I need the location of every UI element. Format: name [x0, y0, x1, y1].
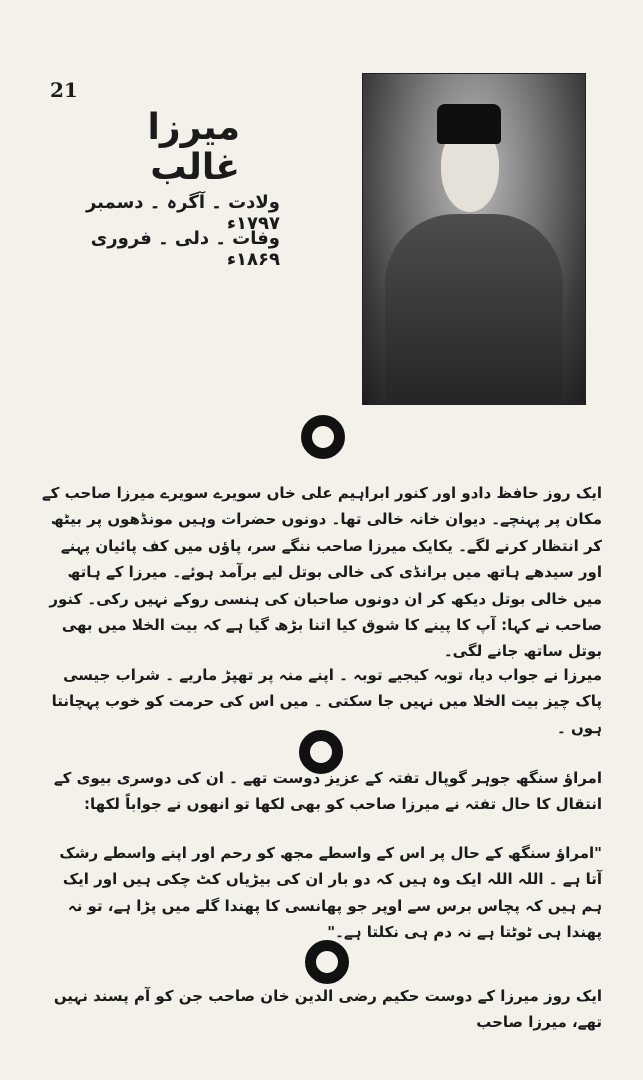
portrait-cap	[437, 104, 501, 144]
quote-paragraph: "امراؤ سنگھ کے حال پر اس کے واسطے مجھ کو رحم اور اپنے واسطے رشک آتا ہے ۔ اللہ اللہ ایک وہ ہیں کہ دو بار ان کی بیڑیاں کٹ چکی ہیں اور ایک ہم ہیں کہ پچاس برس سے اوپر جو پھانسی کا پھندا گلے میں پڑا ہے، تو نہ پھندا ہی ٹوٹتا ہے نہ دم ہی نکلتا ہے۔"	[59, 844, 602, 942]
paragraph-5: ایک روز میرزا کے دوست حکیم رضی الدین خان صاحب جن کو آم پسند نہیں تھے، میرزا صاحب	[53, 987, 602, 1032]
death-info: وفات ۔ دلی ۔ فروری ۱۸۶۹ء	[90, 228, 280, 270]
birth-info: ولادت ۔ آگرہ ۔ دسمبر ۱۷۹۷ء	[85, 192, 280, 234]
paragraph-3: امراؤ سنگھ جوہر گوپال تفتہ کے عزیز دوست تھے ۔ ان کی دوسری بیوی کے انتقال کا حال تفتہ نے میرزا صاحب کو بھی لکھا تو انھوں نے جواباً لکھا:	[53, 769, 602, 814]
paragraph-2: میرزا نے جواب دیا، توبہ کیجیے توبہ ۔ اپنے منہ پر تھپڑ ماریے ۔ شراب جیسی پاک چیز بیت الخلا میں نہیں جا سکتی ۔ میں اس کی حرمت کو خوب پہچانتا ہوں ۔	[51, 666, 602, 737]
ring-separator-icon	[301, 415, 345, 459]
paragraph-1: ایک روز حافظ دادو اور کنور ابراہیم علی خاں سویرے سویرے میرزا صاحب کے مکان پر پہنچے۔ دیوان خانہ خالی تھا۔ دونوں حضرات وہیں مونڈھوں پر بیٹھ کر انتظار کرنے لگے۔ یکایک میرزا صاحب ننگے سر، پاؤں میں کف پائیان پہنے اور سیدھے ہاتھ میں برانڈی کی خالی بوتل لیے برآمد ہوئے۔ میرزا کے ہاتھ میں خالی بوتل دیکھ کر ان دونوں صاحبان کی ہنسی روکے نہیں رکی۔ کنور صاحب نے کہا: آپ کا پینے کا شوق کیا اتنا بڑھ گیا ہے کہ بیت الخلا میں بھی بوتل ساتھ جانے لگی۔	[41, 484, 602, 661]
ring-separator-icon	[305, 940, 349, 984]
portrait-robe	[385, 214, 563, 404]
portrait-image	[362, 73, 586, 405]
page-number: 21	[50, 78, 78, 102]
page-title: میرزا غالب	[147, 107, 240, 188]
